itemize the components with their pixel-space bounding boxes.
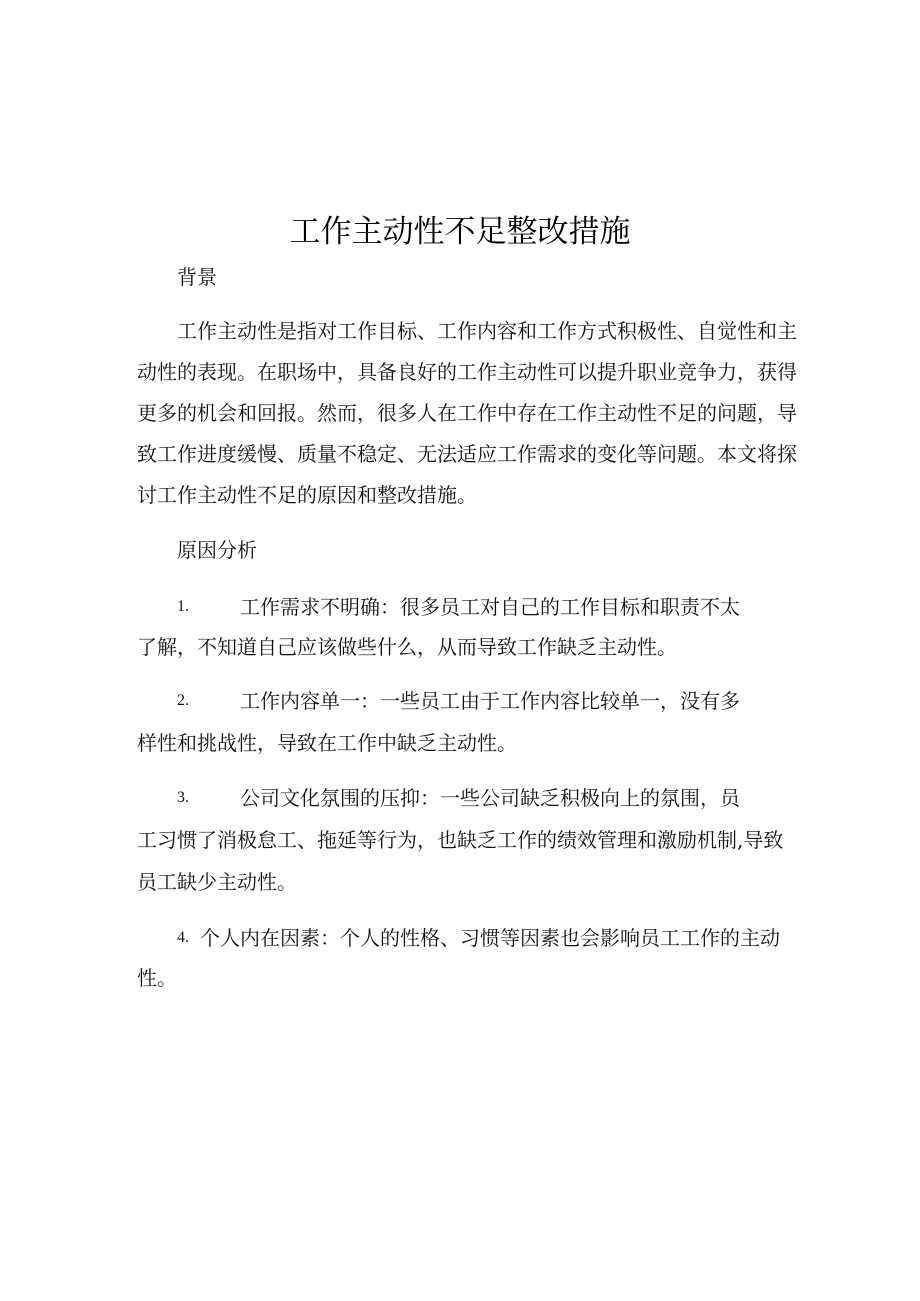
- document-title: 工作主动性不足整改措施: [289, 214, 631, 250]
- list-item-line: 工作需求不明确：很多员工对自己的工作目标和职责不太: [240, 595, 740, 619]
- background-paragraph-line: 动性的表现。在职场中，具备良好的工作主动性可以提升职业竞争力，获得: [137, 360, 797, 384]
- section-heading-background: 背景: [177, 265, 217, 289]
- list-item-line: 工习惯了消极怠工、拖延等行为，也缺乏工作的绩效管理和激励机制,导致: [137, 828, 784, 852]
- list-item-line: 工作内容单一：一些员工由于工作内容比较单一，没有多: [240, 689, 740, 713]
- list-item-line: 性。: [137, 966, 177, 990]
- section-heading-cause-analysis: 原因分析: [177, 538, 257, 562]
- list-item-line: 个人内在因素：个人的性格、习惯等因素也会影响员工工作的主动: [200, 926, 780, 950]
- background-paragraph-line: 工作主动性是指对工作目标、工作内容和工作方式积极性、自觉性和主: [177, 319, 797, 343]
- list-item-line: 员工缺少主动性。: [137, 870, 297, 894]
- list-item-number: 3.: [177, 789, 189, 806]
- background-paragraph-line: 致工作进度缓慢、质量不稳定、无法适应工作需求的变化等问题。本文将探: [137, 442, 797, 466]
- list-item-line: 公司文化氛围的压抑：一些公司缺乏积极向上的氛围，员: [240, 786, 740, 810]
- list-item-number: 4.: [177, 929, 189, 946]
- background-paragraph-line: 更多的机会和回报。然而，很多人在工作中存在工作主动性不足的问题，导: [137, 401, 797, 425]
- list-item-number: 1.: [177, 598, 189, 615]
- background-paragraph-line: 讨工作主动性不足的原因和整改措施。: [137, 483, 477, 507]
- list-item-line: 了解，不知道自己应该做些什么，从而导致工作缺乏主动性。: [137, 635, 677, 659]
- list-item-number: 2.: [177, 692, 189, 709]
- list-item-line: 样性和挑战性，导致在工作中缺乏主动性。: [137, 731, 517, 755]
